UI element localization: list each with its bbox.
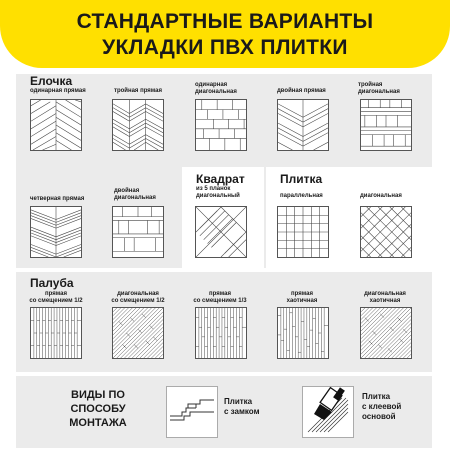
elochka-caption-2: тройная прямая: [114, 88, 162, 94]
plitka-caption-1: параллельная: [280, 193, 323, 199]
pattern-deck-diagonal-half: [112, 307, 164, 359]
lock-tile-label: Плитка с замком: [224, 397, 260, 416]
pattern-deck-diagonal-chaotic: [360, 307, 412, 359]
header-banner: [0, 0, 450, 68]
elochka-caption-5: тройная диагональная: [358, 82, 400, 95]
pattern-herringbone-single-straight: [30, 99, 82, 151]
pattern-herringbone-triple-diagonal: [360, 99, 412, 151]
paluba-caption-4: прямая хаотичная: [286, 291, 318, 304]
elochka-caption-6: четверная прямая: [30, 196, 85, 202]
pattern-herringbone-quad-straight: [30, 206, 82, 258]
pattern-herringbone-double-straight: [277, 99, 329, 151]
elochka-caption-4: двойная прямая: [277, 88, 326, 94]
kvadrat-title: Квадрат: [196, 172, 245, 186]
pattern-herringbone-double-diagonal: [112, 206, 164, 258]
elochka-caption-3: одинарная диагональная: [195, 82, 237, 95]
plitka-title: Плитка: [280, 172, 323, 186]
pattern-square-5-diagonal: [195, 206, 247, 258]
kvadrat-caption: из 5 планок диагональный: [196, 186, 240, 199]
pattern-deck-straight-third: [195, 307, 247, 359]
pattern-herringbone-single-diagonal: [195, 99, 247, 151]
pattern-deck-straight-half: [30, 307, 82, 359]
paluba-caption-1: прямая со смещением 1/2: [29, 291, 83, 304]
elochka-caption-1: одинарная прямая: [30, 88, 86, 94]
glue-tile-label: Плитка с клеевой основой: [362, 392, 402, 421]
header-title-line-1: СТАНДАРТНЫЕ ВАРИАНТЫ: [76, 10, 374, 33]
paluba-caption-2: диагональная со смещением 1/2: [111, 291, 165, 304]
mounting-panel: [16, 376, 432, 448]
pattern-deck-straight-chaotic: [277, 307, 329, 359]
pattern-grid-diagonal: [360, 206, 412, 258]
pattern-herringbone-triple-straight: [112, 99, 164, 151]
elochka-title: Елочка: [30, 74, 73, 88]
mounting-title: ВИДЫ ПО СПОСОБУ МОНТАЖА: [69, 389, 127, 429]
click-lock-icon: [166, 386, 218, 438]
paluba-caption-5: диагональная хаотичная: [364, 291, 406, 304]
plitka-caption-2: диагональная: [360, 193, 402, 199]
elochka-caption-7: двойная диагональная: [114, 188, 156, 201]
paluba-caption-3: прямая со смещением 1/3: [193, 291, 247, 304]
pattern-grid-parallel: [277, 206, 329, 258]
header-title-line-2: УКЛАДКИ ПВХ ПЛИТКИ: [102, 36, 348, 59]
paluba-title: Палуба: [30, 276, 74, 290]
glue-brush-icon: [302, 386, 354, 438]
